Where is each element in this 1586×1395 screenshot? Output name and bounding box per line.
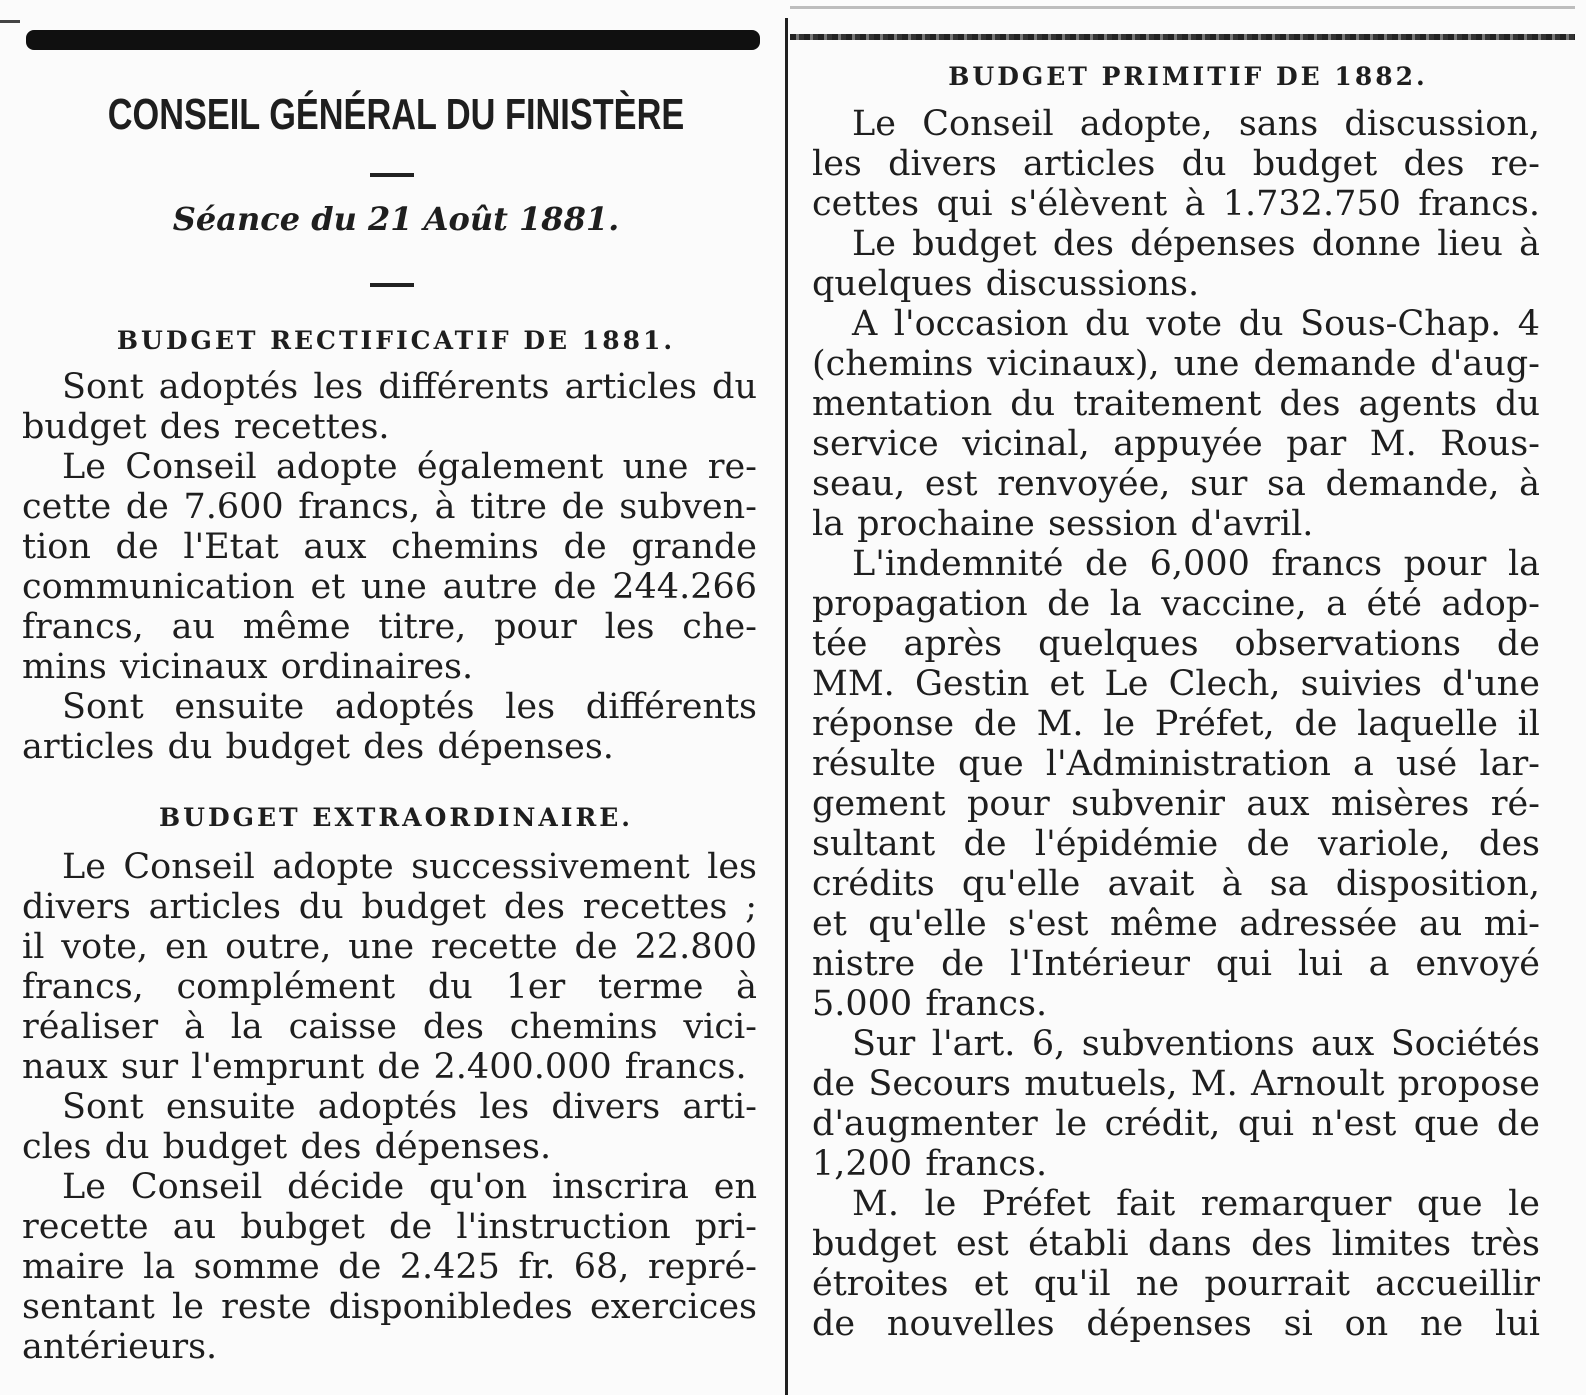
text-line: de nouvelles dépenses si on ne lui bbox=[812, 1304, 1540, 1344]
text-line: service vicinal, appuyée par M. Rous- bbox=[812, 424, 1540, 464]
text-line: il vote, en outre, une recette de 22.800 bbox=[22, 927, 757, 967]
text-line: cettes qui s'élèvent à 1.732.750 francs. bbox=[812, 184, 1540, 224]
text-line: propagation de la vaccine, a été adop- bbox=[812, 584, 1540, 624]
text-line: francs, complément du 1er terme à bbox=[22, 967, 757, 1007]
text-line: Le Conseil adopte également une re- bbox=[62, 447, 757, 487]
text-line: Le budget des dépenses donne lieu à bbox=[852, 224, 1540, 264]
article-title: CONSEIL GÉNÉRAL DU FINISTÈRE bbox=[107, 90, 685, 139]
text-line: quelques discussions. bbox=[812, 264, 1200, 304]
text-line: L'indemnité de 6,000 francs pour la bbox=[852, 544, 1540, 584]
text-line: tion de l'Etat aux chemins de grande bbox=[22, 527, 757, 567]
section-heading-primitif: BUDGET PRIMITIF DE 1882. bbox=[948, 62, 1428, 91]
text-line: de Secours mutuels, M. Arnoult propose bbox=[812, 1064, 1540, 1104]
text-line: la prochaine session d'avril. bbox=[812, 504, 1314, 544]
text-line: sultant de l'épidémie de variole, des bbox=[812, 824, 1540, 864]
text-line: tée après quelques observations de bbox=[812, 624, 1540, 664]
text-line: mentation du traitement des agents du bbox=[812, 384, 1540, 424]
section-heading-extraordinaire: BUDGET EXTRAORDINAIRE. bbox=[159, 803, 633, 832]
left-text-block-2 bbox=[22, 847, 757, 1367]
text-line: nistre de l'Intérieur qui lui a envoyé bbox=[812, 944, 1540, 984]
text-line: Sont ensuite adoptés les différents bbox=[62, 687, 757, 727]
left-text-block-1 bbox=[22, 367, 757, 767]
title-dash bbox=[370, 173, 414, 177]
text-line: crédits qu'elle avait à sa disposition, bbox=[812, 864, 1540, 904]
text-line: M. le Préfet fait remarquer que le bbox=[852, 1184, 1540, 1224]
text-line: A l'occasion du vote du Sous-Chap. 4 bbox=[852, 304, 1540, 344]
text-line: réponse de M. le Préfet, de laquelle il bbox=[812, 704, 1540, 744]
text-line: mins vicinaux ordinaires. bbox=[22, 647, 474, 687]
text-line: cette de 7.600 francs, à titre de subven- bbox=[22, 487, 757, 527]
text-line: naux sur l'emprunt de 2.400.000 francs. bbox=[22, 1047, 747, 1087]
text-line: cles du budget des dépenses. bbox=[22, 1127, 552, 1167]
text-line: réaliser à la caisse des chemins vici- bbox=[22, 1007, 757, 1047]
text-line: (chemins vicinaux), une demande d'aug- bbox=[812, 344, 1540, 384]
section-heading-rectificatif: BUDGET RECTIFICATIF DE 1881. bbox=[116, 326, 676, 355]
text-line: les divers articles du budget des re- bbox=[812, 144, 1540, 184]
column-divider bbox=[785, 18, 788, 1395]
text-line: et qu'elle s'est même adressée au mi- bbox=[812, 904, 1540, 944]
text-line: divers articles du budget des recettes ; bbox=[22, 887, 757, 927]
session-dash bbox=[370, 283, 414, 287]
text-line: Le Conseil adopte, sans discussion, bbox=[852, 104, 1540, 144]
text-line: MM. Gestin et Le Clech, suivies d'une bbox=[812, 664, 1540, 704]
text-line: francs, au même titre, pour les che- bbox=[22, 607, 757, 647]
text-line: recette au bubget de l'instruction pri- bbox=[22, 1207, 757, 1247]
right-text-block bbox=[812, 104, 1540, 1344]
text-line: maire la somme de 2.425 fr. 68, repré- bbox=[22, 1247, 757, 1287]
text-line: articles du budget des dépenses. bbox=[22, 727, 614, 767]
text-line: Sont ensuite adoptés les divers arti- bbox=[62, 1087, 757, 1127]
text-line: Le Conseil décide qu'on inscrira en bbox=[62, 1167, 757, 1207]
text-line: antérieurs. bbox=[22, 1327, 218, 1367]
text-line: budget est établi dans des limites très bbox=[812, 1224, 1540, 1264]
top-left-rule bbox=[0, 20, 20, 23]
text-line: résulte que l'Administration a usé lar- bbox=[812, 744, 1540, 784]
text-line: 5.000 francs. bbox=[812, 984, 1048, 1024]
text-line: 1,200 francs. bbox=[812, 1144, 1048, 1184]
text-line: Le Conseil adopte successivement les bbox=[62, 847, 757, 887]
session-date: Séance du 21 Août 1881. bbox=[172, 200, 620, 238]
text-line: étroites et qu'il ne pourrait accueillir bbox=[812, 1264, 1540, 1304]
top-right-thin-rule bbox=[790, 6, 1575, 9]
text-line: d'augmenter le crédit, qui n'est que de bbox=[812, 1104, 1540, 1144]
heading-thick-rule bbox=[26, 30, 760, 50]
top-right-rule bbox=[790, 34, 1575, 40]
text-line: sentant le reste disponibledes exercices bbox=[22, 1287, 757, 1327]
text-line: budget des recettes. bbox=[22, 407, 390, 447]
text-line: seau, est renvoyée, sur sa demande, à bbox=[812, 464, 1540, 504]
text-line: Sur l'art. 6, subventions aux Sociétés bbox=[852, 1024, 1540, 1064]
text-line: gement pour subvenir aux misères ré- bbox=[812, 784, 1540, 824]
text-line: Sont adoptés les différents articles du bbox=[62, 367, 757, 407]
text-line: communication et une autre de 244.266 bbox=[22, 567, 757, 607]
